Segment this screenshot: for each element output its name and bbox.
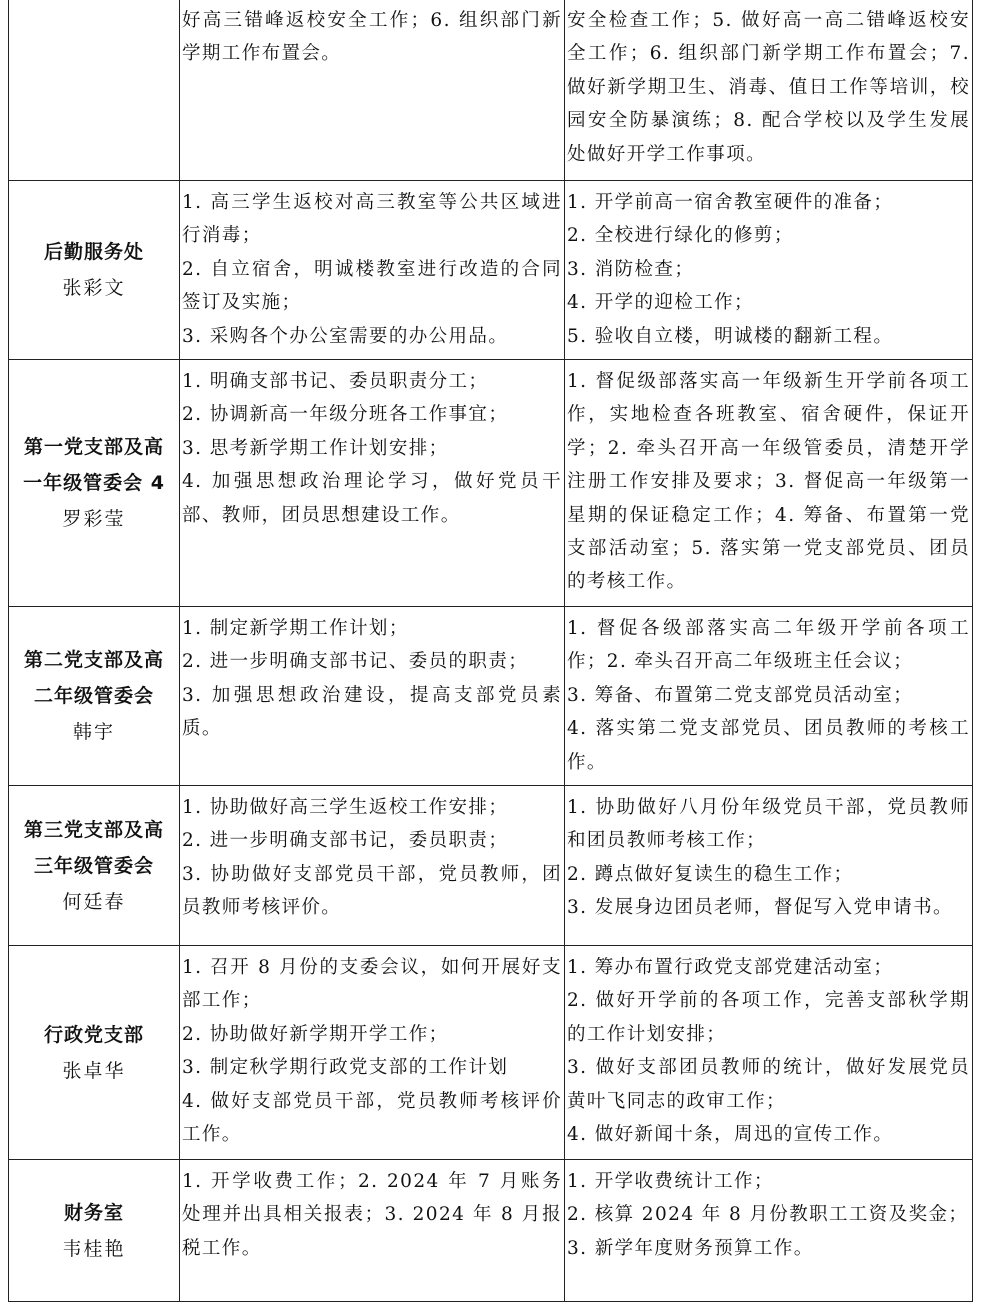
department-name: 一年级管委会 4	[23, 472, 165, 495]
responsible-person: 韦桂艳	[62, 1237, 126, 1260]
table-row	[9, 0, 973, 181]
department-name: 二年级管委会	[33, 685, 154, 708]
task-item: 2. 做好开学前的各项工作，完善支部秋学期的工作计划安排；	[567, 990, 970, 1045]
department-name: 第三党支部及高	[23, 818, 164, 841]
department-cell	[9, 607, 180, 786]
task-item: 3. 消防检查；	[567, 258, 695, 280]
task-item: 3. 采购各个办公室需要的办公用品。	[182, 325, 509, 347]
department-cell	[9, 360, 180, 607]
task-item: 1. 协助做好八月份年级党员干部，党员教师和团员教师考核工作；	[567, 797, 970, 852]
task-item: 3. 制定秋学期行政党支部的工作计划	[182, 1057, 509, 1079]
task-item: 1. 开学收费统计工作；	[567, 1171, 774, 1193]
next-tasks-cell	[565, 786, 973, 946]
next-tasks-cell	[565, 1160, 973, 1302]
task-item: 4. 做好支部党员干部，党员教师考核评价工作。	[182, 1090, 562, 1146]
task-item: 安全检查工作；5. 做好高一高二错峰返校安全工作；6. 组织部门新学期工作布置会；7. 做好新学期卫生、消毒、值日工作等培训，校园安全防暴演练；8. 配合学校以及学生发展处做好开学工作事项。	[567, 10, 970, 165]
task-item: 3. 发展身边团员老师，督促写入党申请书。	[567, 897, 953, 919]
task-item: 1. 召开 8 月份的支委会议，如何开展好支部工作；	[182, 957, 562, 1012]
department-name: 三年级管委会	[33, 854, 154, 877]
responsible-person: 张卓华	[62, 1059, 126, 1082]
task-item: 3. 筹备、布置第二党支部党员活动室；	[567, 684, 914, 706]
department-name: 财务室	[63, 1201, 124, 1224]
department-cell	[9, 946, 180, 1160]
task-item: 1. 明确支部书记、委员职责分工；	[182, 371, 489, 393]
task-item: 4. 加强思想政治理论学习，做好党员干部、教师，团员思想建设工作。	[182, 471, 562, 526]
responsible-person: 罗彩莹	[62, 508, 126, 531]
current-tasks-cell	[180, 0, 565, 181]
department-cell	[9, 1160, 180, 1302]
current-tasks-cell	[180, 1160, 565, 1302]
table-row	[9, 607, 973, 786]
table-row	[9, 786, 973, 946]
task-item: 3. 新学年度财务预算工作。	[567, 1237, 814, 1259]
task-item: 3. 协助做好支部党员干部，党员教师，团员教师考核评价。	[182, 863, 562, 919]
department-name: 第一党支部及高	[23, 436, 164, 459]
task-item: 4. 做好新闻十条，周迅的宣传工作。	[567, 1124, 894, 1146]
responsible-person: 韩宇	[72, 721, 115, 744]
task-item: 2. 自立宿舍，明诚楼教室进行改造的合同签订及实施；	[182, 258, 562, 314]
task-item: 4. 落实第二党支部党员、团员教师的考核工作。	[567, 718, 970, 773]
task-item: 2. 蹲点做好复读生的稳生工作；	[567, 863, 854, 885]
task-item: 1. 协助做好高三学生返校工作安排；	[182, 797, 509, 819]
task-item: 5. 验收自立楼，明诚楼的翻新工程。	[567, 325, 894, 347]
task-item: 4. 开学的迎检工作；	[567, 292, 754, 314]
table-row	[9, 181, 973, 360]
task-item: 2. 协助做好新学期开学工作；	[182, 1023, 449, 1045]
table-body	[9, 0, 973, 1302]
next-tasks-cell	[565, 0, 973, 181]
department-name: 后勤服务处	[43, 241, 144, 264]
department-name: 行政党支部	[43, 1023, 144, 1046]
next-tasks-cell	[565, 946, 973, 1160]
task-item: 1. 开学前高一宿舍教室硬件的准备；	[567, 192, 894, 213]
department-name: 第二党支部及高	[23, 649, 164, 672]
task-item: 1. 督促级部落实高一年级新生开学前各项工作，实地检查各班教室、宿舍硬件，保证开学；2. 牵头召开高一年级管委员，清楚开学注册工作安排及要求；3. 督促高一年级第一星期的保证稳定工作；4. 筹备、布置第一党支部活动室；5. 落实第一党支部党员、团员的考核工作。	[567, 371, 970, 593]
table-row	[9, 360, 973, 607]
table-row	[9, 946, 973, 1160]
next-tasks-cell	[565, 607, 973, 786]
work-plan-table	[8, 0, 973, 1302]
task-item: 1. 高三学生返校对高三教室等公共区域进行消毒；	[182, 192, 562, 247]
task-item: 3. 思考新学期工作计划安排；	[182, 437, 449, 459]
current-tasks-cell	[180, 360, 565, 607]
table-row	[9, 1160, 973, 1302]
task-item: 2. 协调新高一年级分班各工作事宜；	[182, 404, 509, 426]
department-cell	[9, 786, 180, 946]
responsible-person: 张彩文	[62, 277, 126, 300]
task-item: 1. 督促各级部落实高二年级开学前各项工作；2. 牵头召开高二年级班主任会议；	[567, 618, 970, 673]
task-item: 2. 核算 2024 年 8 月份教职工工资及奖金；	[567, 1204, 969, 1226]
task-item: 2. 进一步明确支部书记，委员职责；	[182, 830, 509, 852]
task-item: 3. 加强思想政治建设，提高支部党员素质。	[182, 684, 562, 740]
task-item: 2. 进一步明确支部书记、委员的职责；	[182, 651, 529, 673]
department-cell	[9, 0, 180, 181]
task-item: 1. 开学收费工作；2. 2024 年 7 月账务处理并出具相关报表；3. 2024 年 8 月报税工作。	[182, 1171, 562, 1259]
task-item: 2. 全校进行绿化的修剪；	[567, 225, 794, 247]
task-item: 1. 制定新学期工作计划；	[182, 618, 409, 640]
department-cell	[9, 181, 180, 360]
task-item: 1. 筹办布置行政党支部党建活动室；	[567, 957, 894, 979]
current-tasks-cell	[180, 946, 565, 1160]
current-tasks-cell	[180, 181, 565, 360]
task-item: 好高三错峰返校安全工作；6. 组织部门新学期工作布置会。	[182, 10, 562, 65]
next-tasks-cell	[565, 360, 973, 607]
task-item: 3. 做好支部团员教师的统计，做好发展党员黄叶飞同志的政审工作；	[567, 1057, 970, 1112]
current-tasks-cell	[180, 607, 565, 786]
responsible-person: 何廷春	[62, 890, 126, 913]
next-tasks-cell	[565, 181, 973, 360]
current-tasks-cell	[180, 786, 565, 946]
